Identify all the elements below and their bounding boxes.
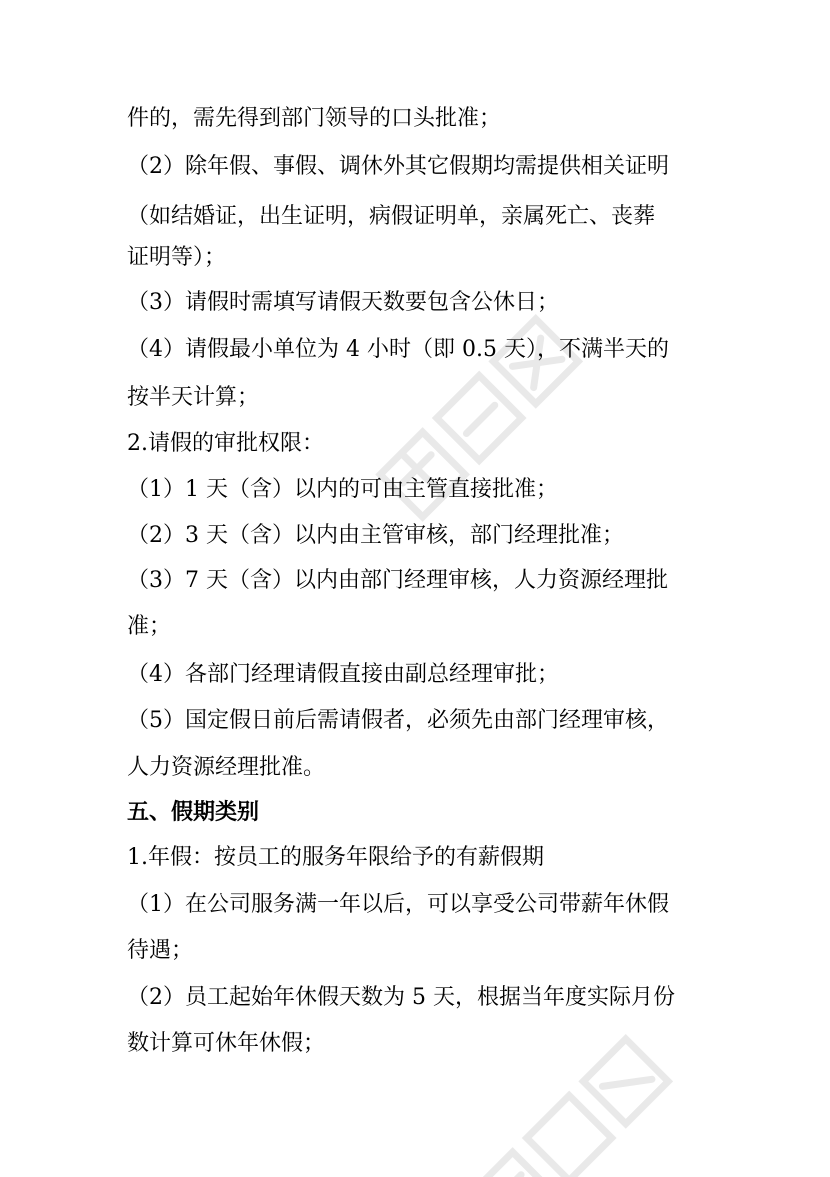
text-line-8: 2.请假的审批权限： (127, 431, 324, 456)
text-line-9: （1）1 天（含）以内的可由主管直接批准； (127, 477, 558, 502)
text-line-17: 1.年假：按员工的服务年限给予的有薪假期 (127, 845, 544, 870)
text-line-4: 证明等）； (127, 245, 227, 270)
text-line-14: （5）国定假日前后需请假者，必须先由部门经理审核， (127, 708, 669, 733)
text-line-7: 按半天计算； (127, 385, 260, 410)
text-line-1: 件的，需先得到部门领导的口头批准； (127, 106, 502, 131)
text-line-6: （4）请假最小单位为 4 小时（即 0.5 天），不满半天的 (127, 337, 669, 362)
text-line-20: （2）员工起始年休假天数为 5 天，根据当年度实际月份 (127, 985, 675, 1010)
text-line-11: （3）7 天（含）以内由部门经理审核，人力资源经理批 (127, 568, 668, 593)
text-line-15: 人力资源经理批准。 (127, 755, 326, 780)
text-line-5: （3）请假时需填写请假天数要包含公休日； (127, 290, 559, 315)
section-heading: 五、假期类别 (127, 800, 260, 825)
text-line-18: （1）在公司服务满一年以后，可以享受公司带薪年休假 (127, 892, 669, 917)
text-line-2: （2）除年假、事假、调休外其它假期均需提供相关证明 (127, 154, 669, 179)
text-line-3: （如结婚证，出生证明，病假证明单，亲属死亡、丧葬 (127, 204, 656, 229)
text-line-13: （4）各部门经理请假直接由副总经理审批； (127, 662, 559, 687)
text-line-10: （2）3 天（含）以内由主管审核，部门经理批准； (127, 523, 624, 548)
text-line-21: 数计算可休年休假； (127, 1031, 326, 1056)
text-line-19: 待遇； (127, 938, 194, 963)
text-line-12: 准； (127, 614, 172, 639)
